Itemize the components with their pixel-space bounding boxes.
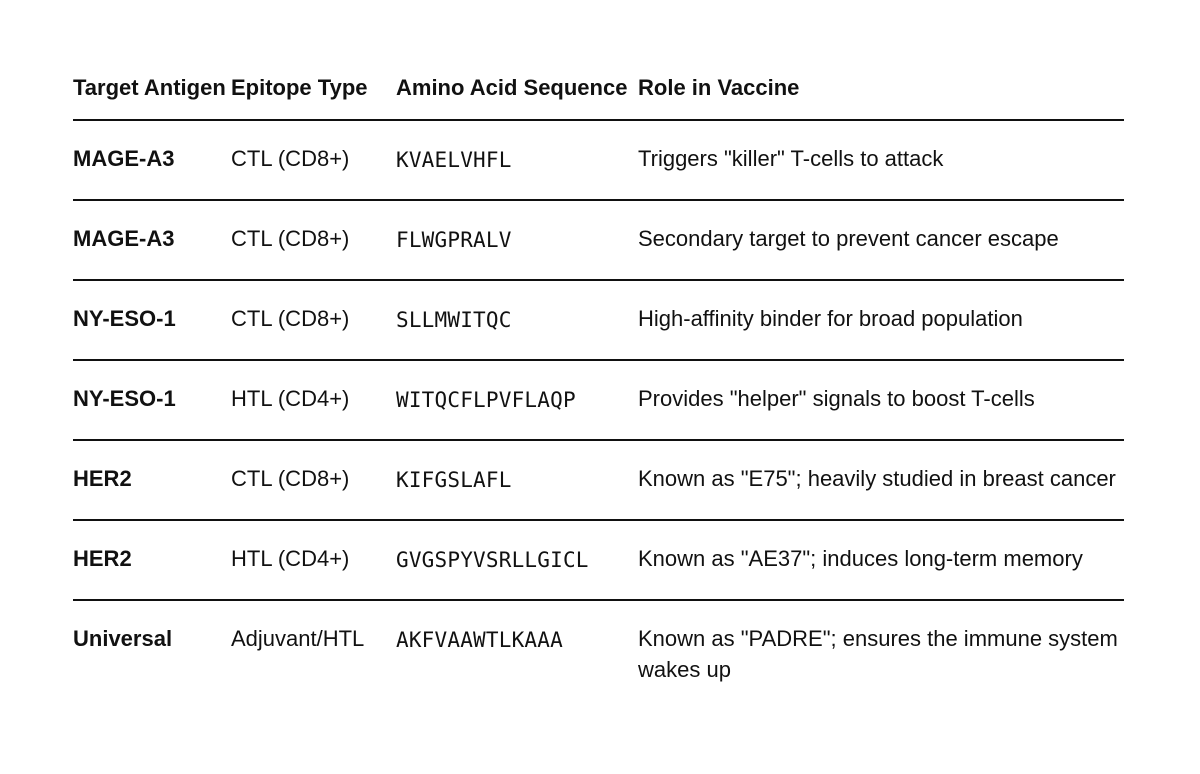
cell-role: Known as "E75"; heavily studied in breast cancer (638, 440, 1124, 520)
table-row (73, 120, 1124, 200)
table-row (73, 200, 1124, 280)
table-body (73, 120, 1124, 708)
cell-sequence: GVGSPYVSRLLGICL (396, 520, 638, 600)
table-header (73, 72, 1124, 120)
cell-role: Provides "helper" signals to boost T-cells (638, 360, 1124, 440)
cell-antigen: MAGE-A3 (73, 200, 231, 280)
cell-epitope-type: HTL (CD4+) (231, 360, 396, 440)
cell-sequence: WITQCFLPVFLAQP (396, 360, 638, 440)
cell-antigen: HER2 (73, 440, 231, 520)
cell-sequence: KVAELVHFL (396, 120, 638, 200)
table-row (73, 440, 1124, 520)
cell-epitope-type: CTL (CD8+) (231, 120, 396, 200)
table-row (73, 280, 1124, 360)
cell-sequence: FLWGPRALV (396, 200, 638, 280)
cell-epitope-type: CTL (CD8+) (231, 440, 396, 520)
cell-sequence: KIFGSLAFL (396, 440, 638, 520)
table-row (73, 600, 1124, 708)
header-epitope-type: Epitope Type (231, 72, 396, 120)
cell-antigen: MAGE-A3 (73, 120, 231, 200)
cell-antigen: Universal (73, 626, 173, 651)
cell-sequence: AKFVAAWTLKAAA (396, 628, 563, 652)
cell-epitope-type: Adjuvant/HTL (231, 626, 365, 651)
cell-epitope-type: CTL (CD8+) (231, 200, 396, 280)
cell-role: Secondary target to prevent cancer escape (638, 200, 1124, 280)
header-amino-acid-sequence: Amino Acid Sequence (396, 72, 638, 120)
epitope-table (73, 72, 1124, 708)
cell-epitope-type: CTL (CD8+) (231, 280, 396, 360)
cell-antigen: NY-ESO-1 (73, 360, 231, 440)
header-target-antigen: Target Antigen (73, 72, 231, 120)
table-row (73, 520, 1124, 600)
cell-antigen: NY-ESO-1 (73, 280, 231, 360)
cell-sequence: SLLMWITQC (396, 280, 638, 360)
cell-epitope-type: HTL (CD4+) (231, 520, 396, 600)
cell-role: High-affinity binder for broad population (638, 280, 1124, 360)
header-row (73, 72, 1124, 120)
cell-role: Known as "PADRE"; ensures the immune system wakes up (638, 626, 1118, 682)
header-role-in-vaccine: Role in Vaccine (638, 72, 1124, 120)
cell-role: Triggers "killer" T-cells to attack (638, 120, 1124, 200)
table-row (73, 360, 1124, 440)
cell-antigen: HER2 (73, 520, 231, 600)
cell-role: Known as "AE37"; induces long-term memory (638, 520, 1124, 600)
